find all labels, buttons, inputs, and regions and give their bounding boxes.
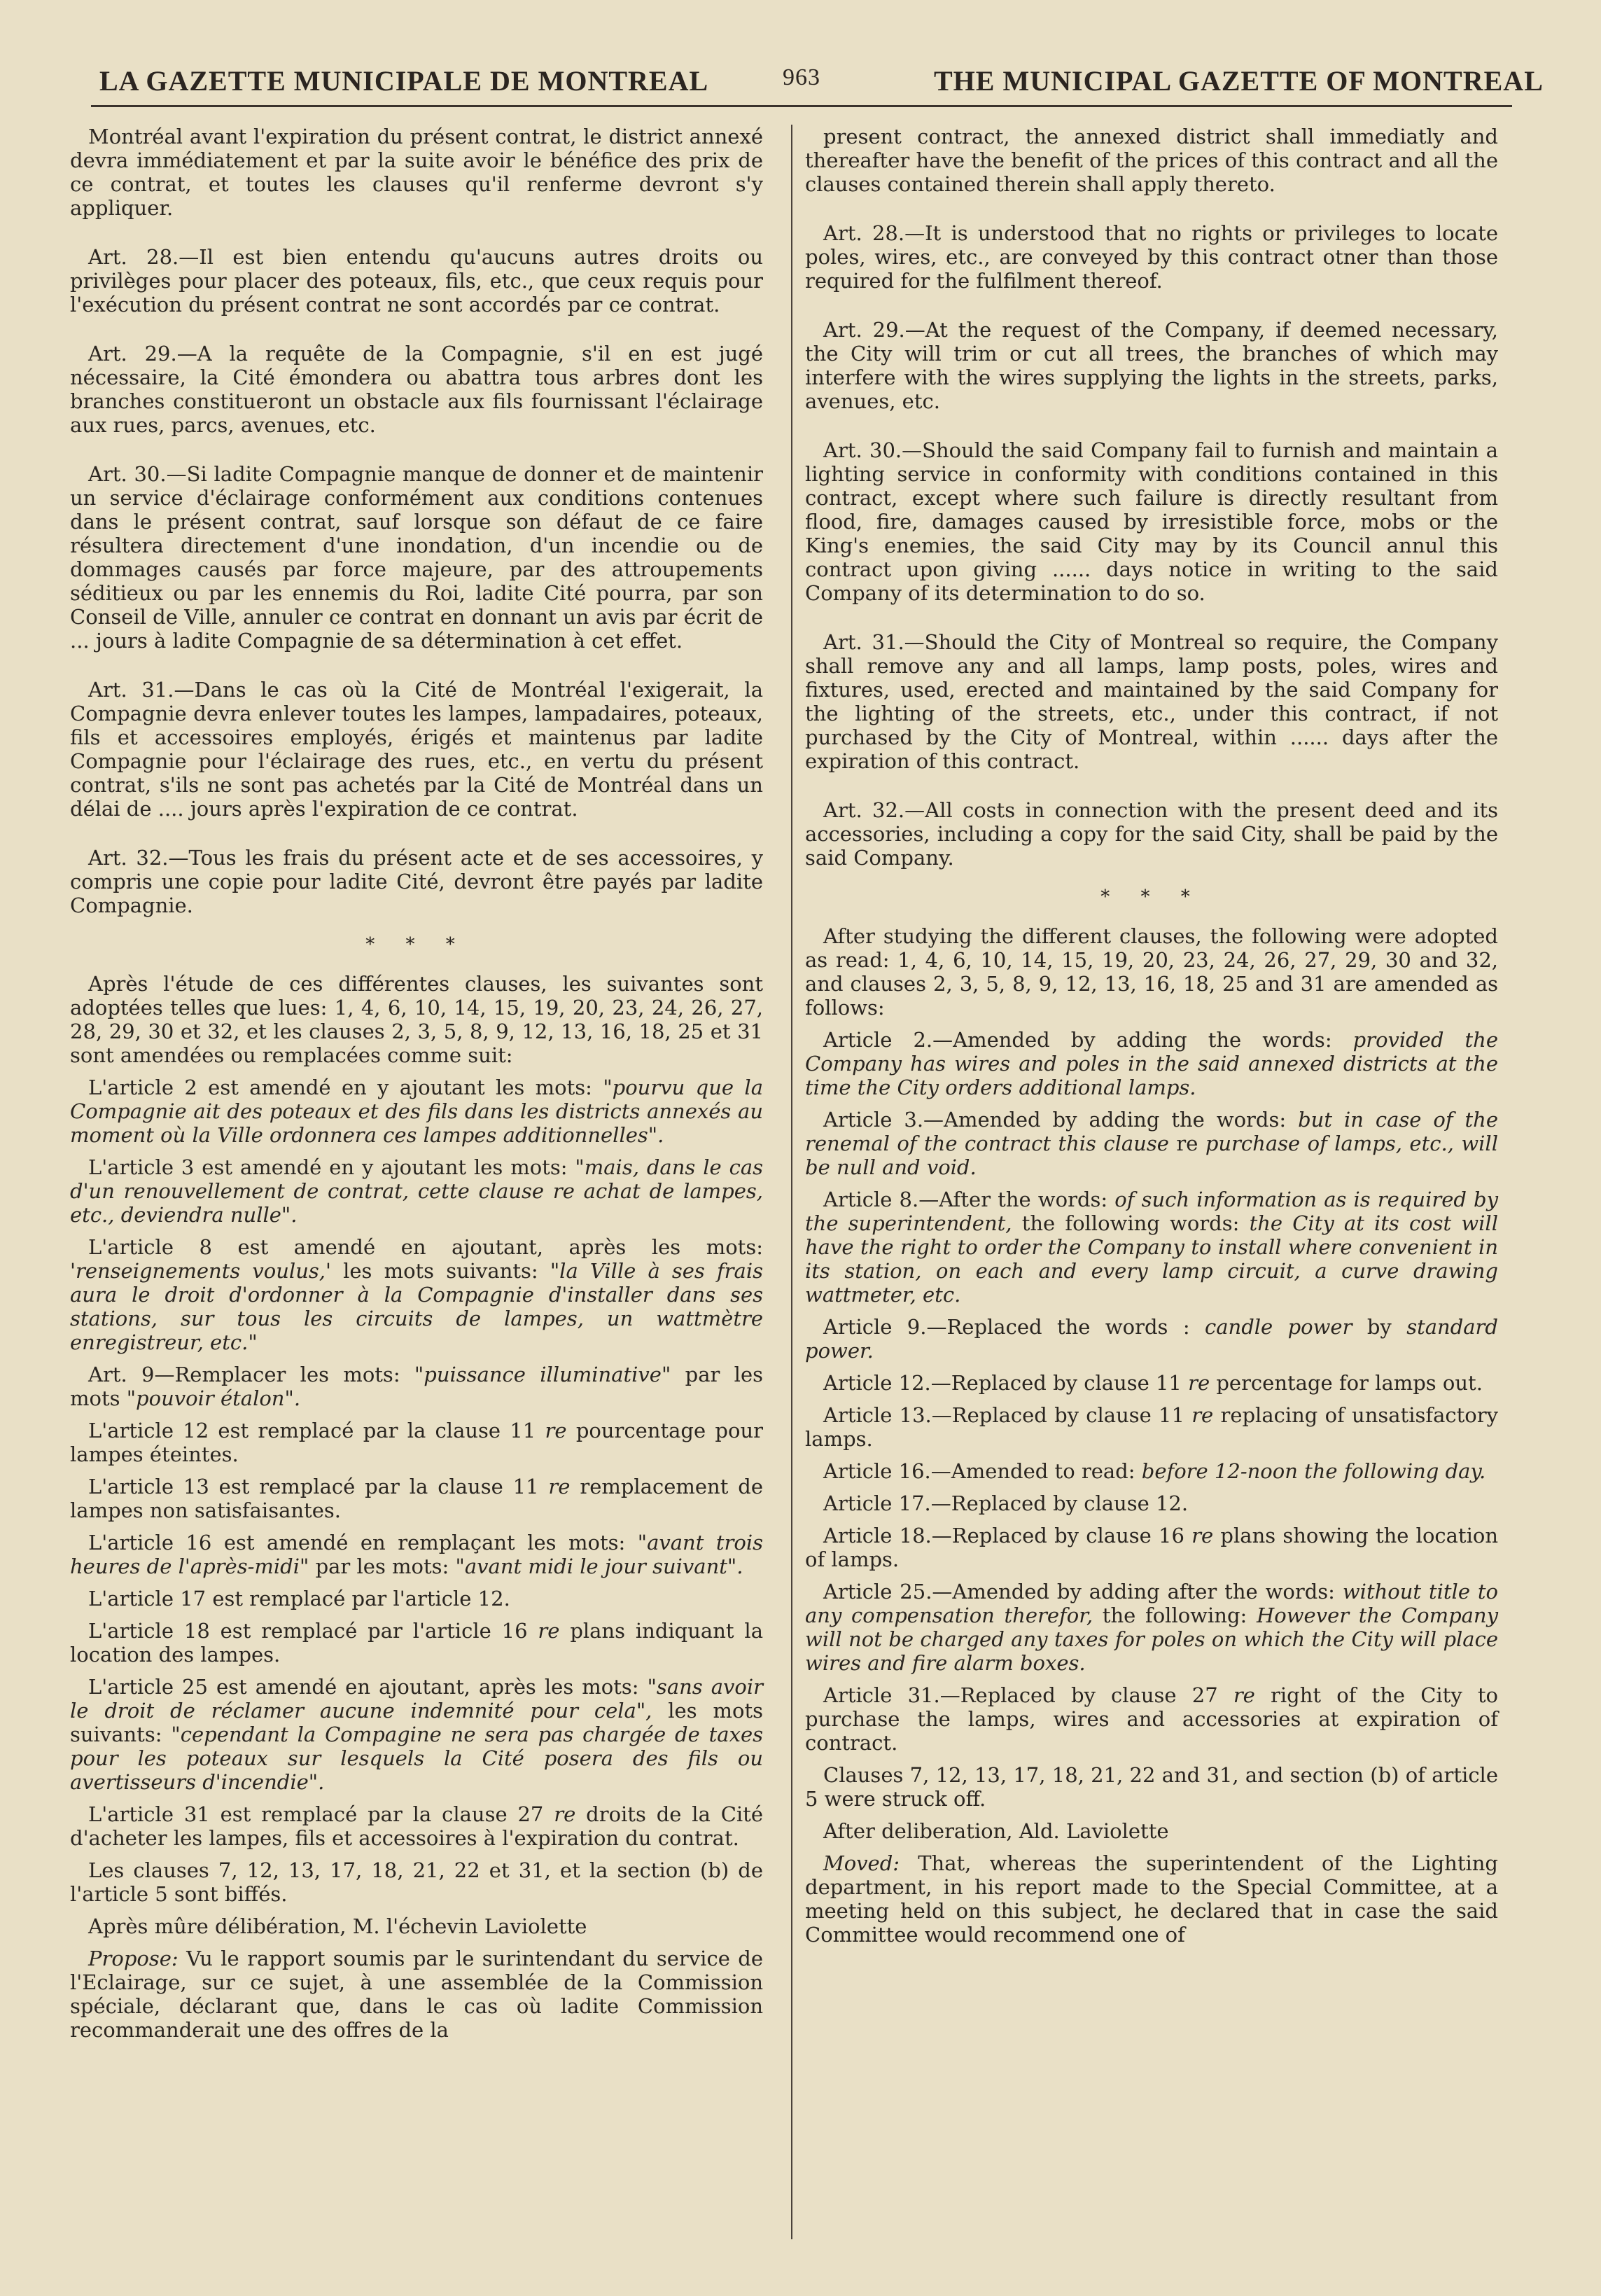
en-struck-clauses: Clauses 7, 12, 13, 17, 18, 21, 22 and 31, and section (b) of article 5 were struck off. <box>805 1763 1498 1811</box>
fr-a12-re: re <box>545 1419 567 1442</box>
en-amend-article-8 <box>805 1188 1498 1307</box>
en-a25-quote-1: without title to any compensation therefor, <box>805 1580 1498 1627</box>
en-a13-text-2: replacing of unsatisfactory lamps. <box>805 1403 1498 1451</box>
fr-a8-quote-1: 'renseignements voulus,' <box>70 1259 331 1283</box>
en-a31-text: Article 31.—Replaced by clause 27 <box>823 1683 1233 1707</box>
fr-a9-quote-1: "puissance illuminative" <box>414 1363 671 1386</box>
en-a12-re: re <box>1188 1371 1210 1395</box>
en-intro-paragraph: present contract, the annexed district shall immediatly and thereafter have the benefit of the prices of this contract and all the clauses contained therein shall apply thereto. <box>805 125 1498 196</box>
en-a12-text-2: percentage for lamps out. <box>1210 1371 1483 1395</box>
fr-intro-paragraph: Montréal avant l'expiration du présent contrat, le district annexé devra immédiatement et par la suite avoir le bénéfice des prix de ce contrat, et toutes les clauses qu'il renferme devront s'y appliquer. <box>70 125 763 220</box>
fr-a18-text-2: plans indiquant la location des lampes. <box>70 1619 763 1667</box>
column-divider <box>791 125 792 2239</box>
en-amend-article-31 <box>805 1683 1498 1755</box>
fr-struck-clauses: Les clauses 7, 12, 13, 17, 18, 21, 22 et 31, et la section (b) de l'article 5 sont biffés. <box>70 1858 763 1906</box>
en-a25-text-2: the following: <box>1093 1603 1257 1627</box>
fr-a16-quote-1: "avant trois heures de l'après-midi" <box>70 1531 763 1578</box>
en-a2-text: Article 2.—Amended by adding the words: <box>823 1028 1353 1052</box>
fr-amend-article-31 <box>70 1802 763 1850</box>
fr-a13-text-2: remplacement de lampes non satisfaisantes. <box>70 1475 763 1522</box>
english-column <box>805 125 1498 1955</box>
fr-a31-re: re <box>554 1802 576 1826</box>
fr-article-28: Art. 28.—Il est bien entendu qu'aucuns autres droits ou privilèges pour placer des poteaux, fils, etc., que ceux requis pour l'exécution du présent contrat ne sont accordés par ce contrat. <box>70 245 763 316</box>
en-amend-article-2 <box>805 1028 1498 1099</box>
fr-motion-label: Propose: <box>88 1947 179 1970</box>
en-amend-article-18 <box>805 1524 1498 1571</box>
en-a8-text-2: the following words: <box>1012 1211 1250 1235</box>
fr-a9-text-2: par les mots <box>70 1363 763 1410</box>
fr-motion-text: Vu le rapport soumis par le surintendant du service de l'Eclairage, sur ce sujet, à une assemblée de la Commission spéciale, déclarant que, dans le cas où ladite Commission recommanderait une des offres de la <box>70 1947 763 2042</box>
fr-article-29: Art. 29.—A la requête de la Compagnie, s'il en est jugé nécessaire, la Cité émondera ou abattra tous arbres dont les branches constitueront un obstacle aux fils fournissant l'éclairage aux rues, parcs, avenues, etc. <box>70 342 763 437</box>
fr-motion <box>70 1947 763 2042</box>
fr-amend-article-16 <box>70 1531 763 1578</box>
fr-a16-text-2: par les mots: <box>309 1554 456 1578</box>
en-deliberation: After deliberation, Ald. Laviolette <box>823 1819 1169 1843</box>
en-amend-article-12 <box>805 1371 1498 1395</box>
fr-a8-quote-2: "la Ville à ses frais aura le droit d'ordonner à la Compagnie d'installer dans ses stations, sur tous les circuits de lampes, un wattmètre enregistreur, etc." <box>70 1259 763 1354</box>
fr-a25-text-2: les mots suivants: <box>70 1699 763 1746</box>
fr-a18-re: re <box>538 1619 560 1643</box>
fr-amend-article-3 <box>70 1155 763 1227</box>
en-motion-label: Moved: <box>823 1851 900 1875</box>
fr-article-30: Art. 30.—Si ladite Compagnie manque de donner et de maintenir un service d'éclairage conformément aux conditions contenues dans le présent contrat, sauf lorsque son défaut de ce faire résultera directement d'une inondation, d'un incendie ou de dommages causés par force majeure, par des attroupements séditieux ou par les ennemis du Roi, ladite Cité pourra, par son Conseil de Ville, annuler ce contrat en donnant un avis par écrit de ... jours à ladite Compagnie de sa détermination à cet effet. <box>70 462 763 653</box>
en-a3-quote-2: purchase of lamps, etc., will be null and void. <box>805 1132 1498 1179</box>
en-article-29: Art. 29.—At the request of the Company, if deemed necessary, the City will trim or cut all trees, the branches of which may interfere with the wires supplying the lights in the streets, parks, avenues, etc. <box>805 318 1498 413</box>
en-amend-article-13 <box>805 1403 1498 1451</box>
en-amend-article-25 <box>805 1580 1498 1675</box>
header-right-title: THE MUNICIPAL GAZETTE OF MONTREAL <box>934 65 1544 97</box>
fr-a13-re: re <box>548 1475 571 1498</box>
en-adoption-paragraph: After studying the different clauses, the following were adopted as read: 1, 4, 6, 10, 14, 15, 19, 20, 23, 24, 26, 27, 29, 30 and 32, and clauses 2, 3, 5, 8, 9, 12, 13, 16, 18, 25 and 31 are amended as follows: <box>805 924 1498 1020</box>
en-a3-text: Article 3.—Amended by adding the words: <box>823 1108 1299 1132</box>
en-a9-quote-1: candle power <box>1204 1315 1352 1339</box>
en-a16-text: Article 16.—Amended to read: <box>823 1459 1142 1483</box>
en-a8-text: Article 8.—After the words: <box>823 1188 1115 1211</box>
en-a31-re: re <box>1233 1683 1255 1707</box>
fr-amend-article-25 <box>70 1675 763 1794</box>
en-article-30: Art. 30.—Should the said Company fail to furnish and maintain a lighting service in conformity with conditions contained in this contract, except where such failure is directly resultant from flood, fire, damages caused by irresistible force, mobs or the King's enemies, the said City may by its Council annul this contract upon giving ...... days notice in writing to the said Company of its determination to do so. <box>805 438 1498 605</box>
en-a2-quote: provided the Company has wires and poles in the said annexed districts at the time the City orders additional lamps. <box>805 1028 1499 1099</box>
fr-amend-article-17: L'article 17 est remplacé par l'article 12. <box>88 1587 510 1610</box>
fr-a31-text: L'article 31 est remplacé par la clause 27 <box>88 1802 554 1826</box>
en-motion <box>805 1851 1498 1947</box>
fr-section-separator: * * * <box>365 934 468 955</box>
en-a8-quote-1: of such information as is required by the superintendent, <box>805 1188 1499 1235</box>
fr-amend-article-2 <box>70 1076 763 1147</box>
french-column <box>70 125 763 2050</box>
en-a3-quote-1: but in case of the renemal of the contract this clause <box>805 1108 1499 1155</box>
en-a12-text: Article 12.—Replaced by clause 11 <box>823 1371 1189 1395</box>
fr-a2-quote: "pourvu que la Compagnie ait des poteaux et des fils dans les districts annexés au moment où la Ville ordonnera ces lampes additionnelles". <box>70 1076 763 1147</box>
fr-article-32: Art. 32.—Tous les frais du présent acte et de ses accessoires, y compris une copie pour ladite Cité, devront être payés par ladite Compagnie. <box>70 846 763 917</box>
en-a25-text: Article 25.—Amended by adding after the words: <box>823 1580 1343 1603</box>
fr-a8-text-2: les mots suivants: <box>330 1259 550 1283</box>
fr-article-31: Art. 31.—Dans le cas où la Cité de Montréal l'exigerait, la Compagnie devra enlever toutes les lampes, lampadaires, poteaux, fils et accessoires employés, érigés et maintenus par ladite Compagnie pour l'éclairage des rues, etc., en vertu du présent contrat, s'ils ne sont pas achetés par la Cité de Montréal dans un délai de .... jours après l'expiration de ce contrat. <box>70 678 763 821</box>
en-a13-text: Article 13.—Replaced by clause 11 <box>823 1403 1192 1427</box>
fr-a2-text: L'article 2 est amendé en y ajoutant les mots: <box>88 1076 603 1099</box>
en-a3-re: re <box>1168 1132 1205 1155</box>
fr-a3-text: L'article 3 est amendé en y ajoutant les mots: <box>88 1155 575 1179</box>
fr-amend-article-18 <box>70 1619 763 1667</box>
en-a31-text-2: right of the City to purchase the lamps, wires and accessories at expiration of contract. <box>805 1683 1498 1755</box>
en-a18-text: Article 18.—Replaced by clause 16 <box>823 1524 1192 1547</box>
en-a8-quote-2: the City at its cost will have the right to order the Company to install where convenient in its station, on each and every lamp circuit, a curve drawing wattmeter, etc. <box>805 1211 1498 1307</box>
fr-amend-article-12 <box>70 1419 763 1466</box>
fr-a8-text: L'article 8 est amendé en ajoutant, après les mots: <box>88 1235 763 1259</box>
en-a9-text-2: by <box>1352 1315 1407 1339</box>
en-a18-re: re <box>1191 1524 1214 1547</box>
fr-a12-text-2: pourcentage pour lampes éteintes. <box>70 1419 763 1466</box>
fr-a9-text: Art. 9—Remplacer les mots: <box>88 1363 414 1386</box>
en-article-31: Art. 31.—Should the City of Montreal so require, the Company shall remove any and all lamps, lamp posts, poles, wires and fixtures, used, erected and maintained by the said Company for the lighting of the streets, etc., under this contract, if not purchased by the City of Montreal, within ...... days after the expiration of this contract. <box>805 630 1498 773</box>
fr-a12-text: L'article 12 est remplacé par la clause 11 <box>88 1419 545 1442</box>
en-a9-text: Article 9.—Replaced the words : <box>823 1315 1205 1339</box>
page-number: 963 <box>783 64 820 90</box>
fr-a18-text: L'article 18 est remplacé par l'article 16 <box>88 1619 538 1643</box>
en-a18-text-2: plans showing the location of lamps. <box>805 1524 1499 1571</box>
fr-deliberation: Après mûre délibération, M. l'échevin Laviolette <box>88 1914 587 1938</box>
fr-a16-text: L'article 16 est amendé en remplaçant les mots: <box>88 1531 638 1554</box>
en-a16-quote: before 12-noon the following day. <box>1141 1459 1486 1483</box>
fr-a13-text: L'article 13 est remplacé par la clause 11 <box>88 1475 549 1498</box>
en-motion-text: That, whereas the superintendent of the Lighting department, in his report made to the Special Committee, at a meeting held on this subject, he declared that in case the said Committee would recommend one of <box>805 1851 1498 1947</box>
header-rule <box>91 105 1512 107</box>
en-a9-quote-2: standard power. <box>805 1315 1498 1363</box>
en-a25-quote-2: However the Company will not be charged any taxes for poles on which the City will place wires and fire alarm boxes. <box>805 1603 1498 1675</box>
fr-adoption-paragraph: Après l'étude de ces différentes clauses, les suivantes sont adoptées telles que lues: 1, 4, 6, 10, 14, 15, 19, 20, 23, 24, 26, 27, 28, 29, 30 et 32, et les clauses 2, 3, 5, 8, 9, 12, 13, 16, 18, 25 et 31 sont amendées ou remplacées comme suit: <box>70 972 763 1067</box>
en-amend-article-16 <box>805 1459 1498 1483</box>
fr-amend-article-13 <box>70 1475 763 1522</box>
fr-a16-quote-2: "avant midi le jour suivant". <box>455 1554 743 1578</box>
fr-a25-quote-1: "sans avoir le droit de réclamer aucune indemnité pour cela", <box>70 1675 763 1723</box>
en-amend-article-3 <box>805 1108 1498 1179</box>
fr-a31-text-2: droits de la Cité d'acheter les lampes, fils et accessoires à l'expiration du contrat. <box>70 1802 763 1850</box>
fr-a25-quote-2: "cependant la Compagine ne sera pas chargée de taxes pour les poteaux sur lesquels la Cité posera des fils ou avertisseurs d'incendie". <box>70 1723 763 1794</box>
fr-amend-article-8 <box>70 1235 763 1354</box>
fr-a25-text: L'article 25 est amendé en ajoutant, après les mots: <box>88 1675 648 1699</box>
fr-amend-article-9 <box>70 1363 763 1410</box>
en-article-28: Art. 28.—It is understood that no rights or privileges to locate poles, wires, etc., are conveyed by this contract otner than those required for the fulfilment thereof. <box>805 221 1498 293</box>
fr-a9-quote-2: "pouvoir étalon". <box>126 1386 301 1410</box>
en-amend-article-17: Article 17.—Replaced by clause 12. <box>823 1491 1189 1515</box>
en-amend-article-9 <box>805 1315 1498 1363</box>
en-section-separator: * * * <box>1100 886 1203 907</box>
fr-a3-quote: "mais, dans le cas d'un renouvellement de contrat, cette clause re achat de lampes, etc., deviendra nulle". <box>70 1155 763 1227</box>
header-left-title: LA GAZETTE MUNICIPALE DE MONTREAL <box>99 65 709 97</box>
en-a13-re: re <box>1191 1403 1214 1427</box>
en-article-32: Art. 32.—All costs in connection with the present deed and its accessories, including a copy for the said City, shall be paid by the said Company. <box>805 798 1498 870</box>
